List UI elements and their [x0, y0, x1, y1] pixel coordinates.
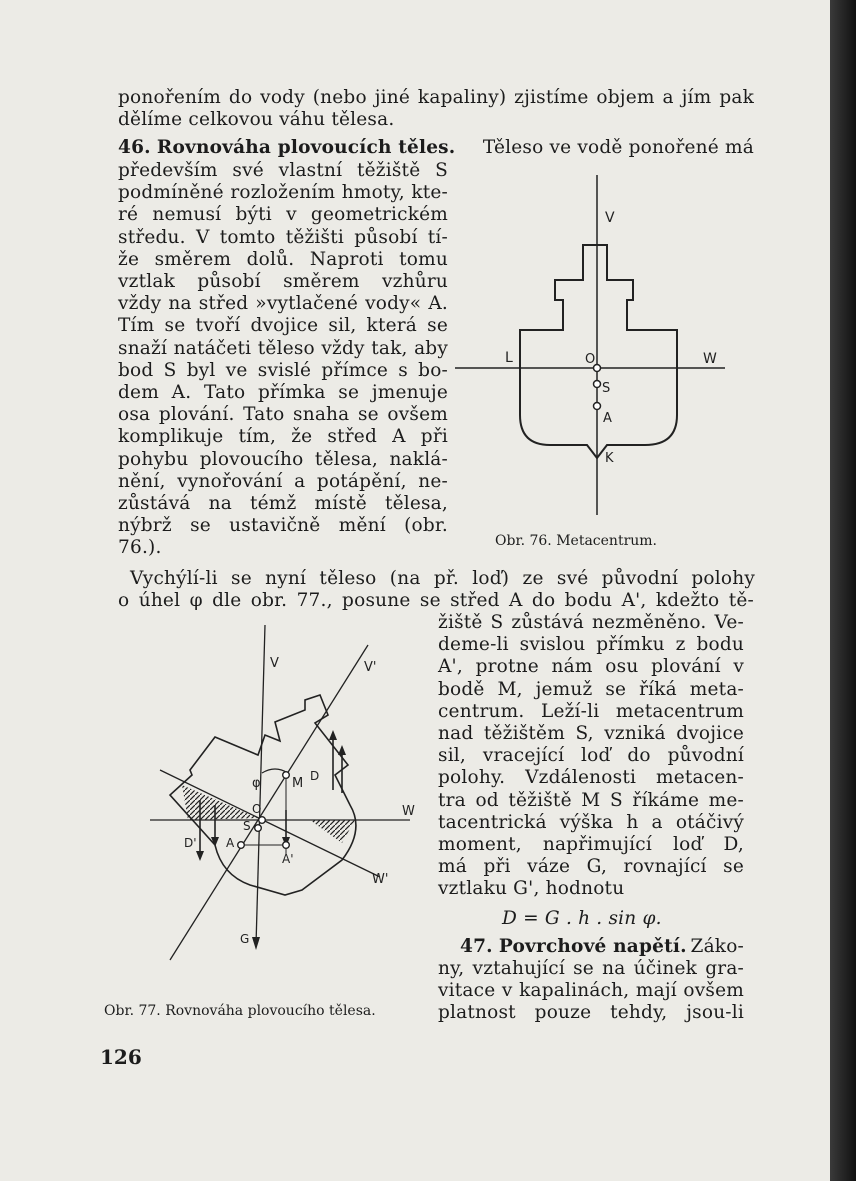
section-47-title: Povrchové napětí. — [498, 936, 687, 957]
label-a: A — [226, 836, 235, 850]
figure-76-caption: Obr. 76. Metacentrum. — [495, 533, 658, 549]
page-edge — [830, 0, 856, 1181]
body-line: že směrem dolů. Naproti tomu — [118, 248, 448, 270]
body-line: snaží natáčeti těleso vždy tak, aby — [118, 337, 448, 359]
body-line: osa plování. Tato snaha se ovšem — [118, 404, 448, 426]
intro-text-2 — [118, 109, 394, 131]
formula: D = G . h . sin φ. — [502, 908, 662, 929]
para2-line-1: Vychýlí-li se nyní těleso (na př. loď) ze své původní polohy — [130, 568, 755, 589]
label-d-prime: D' — [184, 836, 197, 850]
body-line: nýbrž se ustavičně mění (obr. — [118, 515, 448, 537]
section-46-heading — [118, 137, 754, 159]
para2-line-2: o úhel φ dle obr. 77., posune se střed A do bodu A', kdežto tě- — [118, 590, 754, 611]
para2-line-1-wrap — [130, 568, 755, 590]
s47-line: vitace v kapalinách, mají ovšem — [438, 980, 744, 1002]
point-o — [259, 817, 266, 824]
section-46-number: 46. — [118, 137, 151, 158]
hatched-wedge-right — [310, 820, 355, 843]
hatched-wedge-left — [182, 785, 258, 820]
label-l: L — [505, 350, 513, 366]
body-line: nění, vynořování a potápění, ne- — [118, 470, 448, 492]
intro-line-1: ponořením do vody (nebo jiné kapaliny) zjistíme objem a jím pak — [118, 87, 754, 108]
point-s — [255, 825, 262, 832]
section-46-right-column — [438, 612, 744, 901]
body-line: pohybu plovoucího tělesa, naklá- — [118, 448, 448, 470]
body-line: vždy na střed »vytlačené vody« A. — [118, 293, 448, 315]
label-phi: φ — [252, 776, 261, 791]
body-line: Tím se tvoří dvojice sil, která se — [118, 315, 448, 337]
section-47-lead: Záko- — [690, 936, 744, 957]
section-47-body — [438, 958, 744, 1025]
label-w: W — [703, 351, 717, 367]
label-v: V — [270, 656, 279, 671]
label-m: M — [292, 776, 304, 791]
right-line: vztlaku G', hodnotu — [438, 878, 625, 900]
right-line: bodě M, jemuž se říká meta- — [438, 678, 744, 700]
body-line: především své vlastní těžiště S — [118, 160, 448, 181]
point-a — [594, 403, 601, 410]
section-47-heading — [460, 936, 744, 958]
label-a-prime: A' — [282, 852, 294, 866]
right-line: deme-li svislou přímku z bodu — [438, 634, 744, 656]
s47-line: platnost pouze tehdy, jsou-li — [438, 1002, 744, 1024]
right-line: centrum. Leží-li metacentrum — [438, 700, 744, 722]
section-46-lead: Těleso ve vodě ponořené má — [482, 137, 754, 158]
label-w: W — [402, 804, 415, 819]
right-line: sil, vracející loď do původní — [438, 745, 744, 767]
label-a: A — [603, 411, 612, 426]
label-o: O — [585, 352, 596, 367]
label-w-prime: W' — [372, 872, 389, 887]
body-line: ré nemusí býti v geometrickém — [118, 204, 448, 226]
right-line: moment, napřimující loď D, — [438, 834, 744, 856]
para2-line-2-wrap — [118, 590, 754, 612]
right-line: polohy. Vzdálenosti metacen- — [438, 767, 744, 789]
point-a-prime — [283, 842, 290, 849]
body-line: dem A. Tato přímka se jmenuje — [118, 382, 448, 404]
section-47-number: 47. — [460, 936, 493, 957]
body-line: zůstává na témž místě tělesa, — [118, 493, 448, 515]
figure-77-caption: Obr. 77. Rovnováha plovoucího tělesa. — [104, 1003, 376, 1019]
right-line: má při váze G, rovnající se — [438, 856, 744, 878]
body-line: středu. V tomto těžišti působí tí- — [118, 226, 448, 248]
hull-outline — [520, 245, 677, 458]
label-v-prime: V' — [364, 660, 377, 675]
point-m — [283, 772, 290, 779]
intro-line-2: dělíme celkovou váhu tělesa. — [118, 109, 395, 130]
section-46-title: Rovnováha plovoucích těles. — [156, 137, 456, 158]
point-a — [238, 842, 245, 849]
label-s: S — [602, 381, 611, 396]
section-46-body — [118, 160, 448, 560]
s47-line: ny, vztahující se na účinek gra- — [438, 958, 744, 979]
intro-text — [118, 87, 754, 109]
right-line: nad těžištěm S, vzniká dvojice — [438, 723, 744, 745]
point-s — [594, 381, 601, 388]
figure-76-diagram — [455, 170, 745, 530]
body-line: podmíněné rozložením hmoty, kte- — [118, 182, 448, 204]
figure-77-diagram — [110, 615, 430, 1000]
label-d: D — [310, 769, 320, 783]
body-line: 76.). — [118, 537, 162, 559]
right-line: A', protne nám osu plování v — [438, 656, 744, 678]
right-line: tra od těžiště M S říkáme me- — [438, 789, 744, 811]
page-number: 126 — [100, 1045, 142, 1069]
label-o: O — [252, 802, 262, 816]
body-line: bod S byl ve svislé přímce s bo- — [118, 359, 448, 381]
label-s: S — [243, 819, 251, 833]
body-line: komplikuje tím, že střed A při — [118, 426, 448, 448]
label-k: K — [605, 451, 614, 466]
label-v: V — [605, 210, 615, 226]
right-line: žiště S zůstává nezměněno. Ve- — [438, 612, 744, 633]
right-line: tacentrická výška h a otáčivý — [438, 811, 744, 833]
label-g: G — [240, 932, 250, 946]
body-line: vztlak působí směrem vzhůru — [118, 271, 448, 293]
